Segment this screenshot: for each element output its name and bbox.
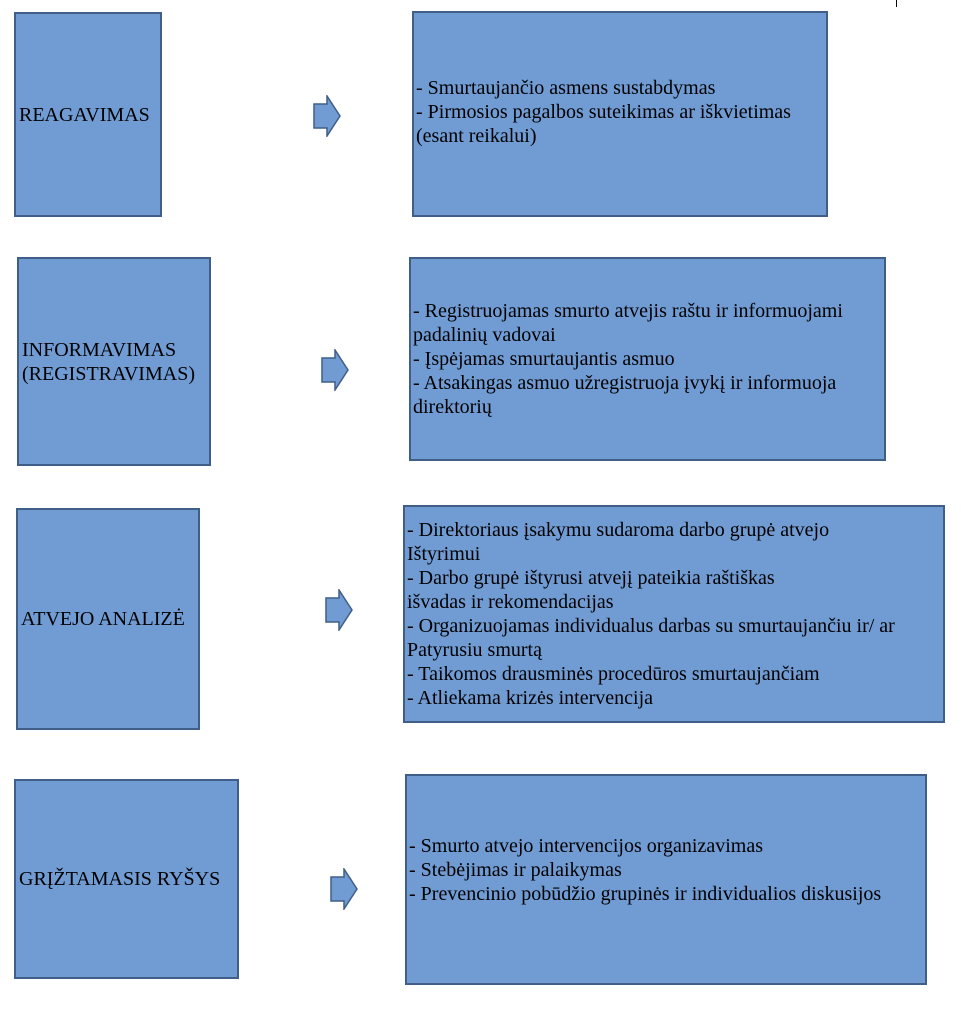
stage-label-line: (REGISTRAVIMAS) [22, 362, 195, 385]
stage-label: REAGAVIMAS [19, 103, 150, 126]
detail-line: (esant reikalui) [416, 125, 537, 147]
detail-list [407, 518, 895, 710]
right-arrow-icon [321, 349, 349, 391]
detail-box-informavimas [409, 257, 886, 461]
detail-line: direktorių [413, 396, 492, 418]
stage-label-line: INFORMAVIMAS [22, 338, 177, 361]
detail-line: - Taikomos drausminės procedūros smurtaujančiam [407, 663, 820, 685]
detail-line: - Atliekama krizės intervencija [407, 687, 654, 709]
detail-box-grizdamasis-rysys [405, 774, 927, 985]
detail-line: Patyrusiu smurtą [407, 639, 542, 661]
detail-line: - Prevencinio pobūdžio grupinės ir individualios diskusijos [409, 882, 882, 905]
detail-line: - Atsakingas asmuo užregistruoja įvykį ir informuoja [413, 372, 837, 394]
detail-line: - Registruojamas smurto atvejis raštu ir informuojami [413, 300, 843, 322]
corner-mark [896, 0, 897, 7]
detail-line: - Įspėjamas smurtaujantis asmuo [413, 348, 675, 370]
stage-box-atvejo-analize [16, 508, 200, 730]
right-arrow-icon [325, 589, 353, 631]
detail-line: - Direktoriaus įsakymu sudaroma darbo grupė atvejo [407, 519, 830, 541]
detail-box-atvejo-analize [403, 505, 945, 723]
detail-line: - Smurtaujančio asmens sustabdymas [416, 77, 716, 99]
detail-line: Ištyrimui [407, 543, 481, 565]
detail-list [413, 299, 843, 419]
stage-label: ATVEJO ANALIZĖ [21, 608, 185, 630]
detail-line: - Stebėjimas ir palaikymas [409, 858, 622, 881]
detail-line: - Smurto atvejo intervencijos organizavimas [409, 834, 763, 857]
stage-label [22, 338, 195, 386]
detail-line: išvadas ir rekomendacijas [407, 591, 614, 613]
detail-line: - Pirmosios pagalbos suteikimas ar iškvietimas [416, 101, 791, 123]
right-arrow-icon [313, 95, 341, 137]
stage-label: GRĮŽTAMASIS RYŠYS [19, 868, 221, 890]
detail-line: - Organizuojamas individualus darbas su smurtaujančiu ir/ ar [407, 615, 895, 637]
stage-box-informavimas [17, 257, 211, 466]
stage-box-reagavimas [14, 12, 162, 217]
detail-list [409, 834, 881, 906]
detail-box-reagavimas [412, 11, 828, 217]
detail-line: padalinių vadovai [413, 324, 556, 346]
detail-line: - Darbo grupė ištyrusi atvejį pateikia raštiškas [407, 567, 775, 589]
stage-box-grizdamasis-rysys [14, 779, 239, 979]
detail-list [416, 76, 791, 148]
right-arrow-icon [330, 868, 358, 910]
